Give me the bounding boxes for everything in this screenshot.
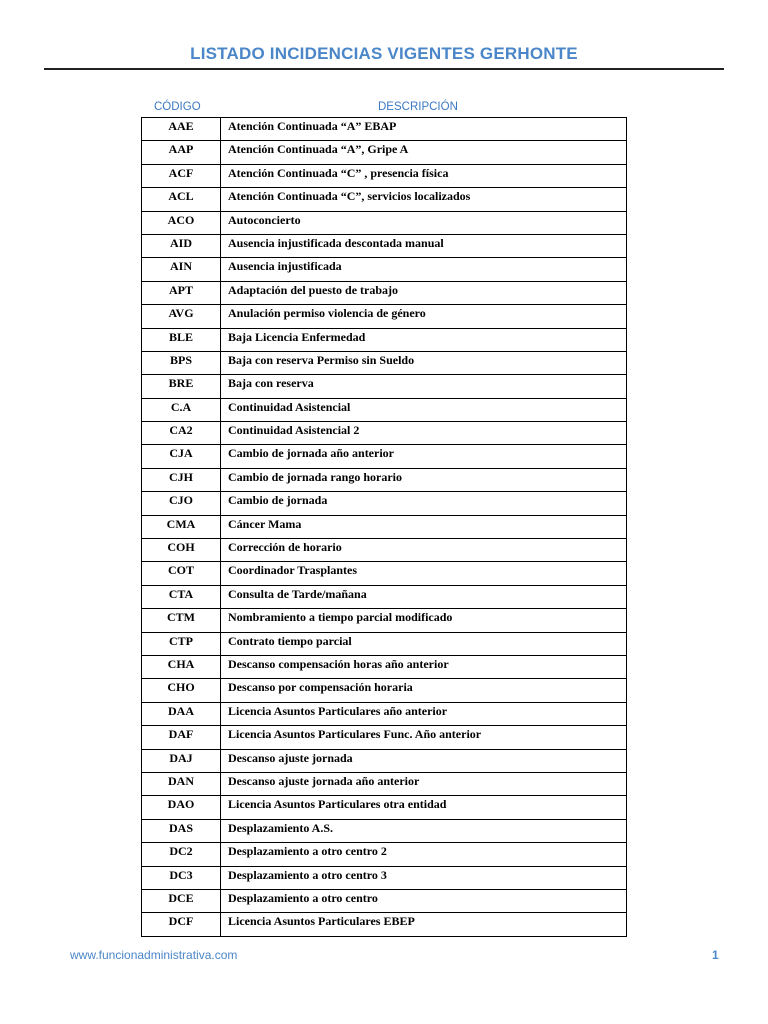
incidence-code: DC2 xyxy=(142,843,221,866)
table-row xyxy=(142,679,627,702)
table-row xyxy=(142,609,627,632)
table-row xyxy=(142,468,627,491)
incidence-code: AIN xyxy=(142,258,221,281)
table-row xyxy=(142,234,627,257)
incidence-code: COT xyxy=(142,562,221,585)
table-row xyxy=(142,422,627,445)
table-row xyxy=(142,375,627,398)
incidence-description: Desplazamiento a otro centro 2 xyxy=(221,843,627,866)
table-row xyxy=(142,585,627,608)
incidence-description: Contrato tiempo parcial xyxy=(221,632,627,655)
incidence-code: BPS xyxy=(142,351,221,374)
incidence-code: CTP xyxy=(142,632,221,655)
table-row xyxy=(142,702,627,725)
incidence-code: COH xyxy=(142,539,221,562)
table-row xyxy=(142,328,627,351)
table-row xyxy=(142,281,627,304)
title-divider xyxy=(44,68,724,70)
incidences-table xyxy=(141,117,627,937)
table-row xyxy=(142,749,627,772)
incidence-code: CTA xyxy=(142,585,221,608)
column-header-description: DESCRIPCIÓN xyxy=(378,101,458,113)
incidence-code: DAO xyxy=(142,796,221,819)
table-row xyxy=(142,772,627,795)
incidence-code: CA2 xyxy=(142,422,221,445)
incidence-code: DAN xyxy=(142,772,221,795)
incidence-code: ACL xyxy=(142,188,221,211)
incidence-description: Cambio de jornada xyxy=(221,492,627,515)
incidence-code: CJA xyxy=(142,445,221,468)
incidence-code: AVG xyxy=(142,305,221,328)
incidence-description: Corrección de horario xyxy=(221,539,627,562)
incidence-description: Atención Continuada “A”, Gripe A xyxy=(221,141,627,164)
incidence-description: Atención Continuada “C”, servicios localizados xyxy=(221,188,627,211)
incidence-description: Cambio de jornada rango horario xyxy=(221,468,627,491)
incidence-description: Adaptación del puesto de trabajo xyxy=(221,281,627,304)
table-row xyxy=(142,819,627,842)
table-row xyxy=(142,562,627,585)
incidence-description: Continuidad Asistencial xyxy=(221,398,627,421)
incidence-description: Licencia Asuntos Particulares año anterior xyxy=(221,702,627,725)
incidence-code: DAJ xyxy=(142,749,221,772)
incidence-description: Atención Continuada “C” , presencia física xyxy=(221,164,627,187)
incidence-code: AID xyxy=(142,234,221,257)
table-row xyxy=(142,398,627,421)
incidence-code: CJH xyxy=(142,468,221,491)
incidence-description: Nombramiento a tiempo parcial modificado xyxy=(221,609,627,632)
table-row xyxy=(142,796,627,819)
table-row xyxy=(142,305,627,328)
incidence-code: CTM xyxy=(142,609,221,632)
footer-website-link[interactable]: www.funcionadministrativa.com xyxy=(70,948,238,962)
incidence-description: Baja con reserva xyxy=(221,375,627,398)
incidence-description: Continuidad Asistencial 2 xyxy=(221,422,627,445)
incidence-description: Anulación permiso violencia de género xyxy=(221,305,627,328)
incidence-description: Ausencia injustificada descontada manual xyxy=(221,234,627,257)
incidence-description: Autoconcierto xyxy=(221,211,627,234)
incidence-description: Descanso ajuste jornada xyxy=(221,749,627,772)
table-row xyxy=(142,445,627,468)
incidence-code: C.A xyxy=(142,398,221,421)
incidence-code: ACO xyxy=(142,211,221,234)
incidence-code: DCE xyxy=(142,889,221,912)
incidence-description: Descanso ajuste jornada año anterior xyxy=(221,772,627,795)
incidence-code: BLE xyxy=(142,328,221,351)
incidence-code: DAA xyxy=(142,702,221,725)
incidence-description: Licencia Asuntos Particulares Func. Año anterior xyxy=(221,726,627,749)
incidence-description: Descanso por compensación horaria xyxy=(221,679,627,702)
incidence-description: Cambio de jornada año anterior xyxy=(221,445,627,468)
incidence-description: Baja con reserva Permiso sin Sueldo xyxy=(221,351,627,374)
column-header-code: CÓDIGO xyxy=(154,101,201,113)
table-row xyxy=(142,539,627,562)
table-row xyxy=(142,866,627,889)
incidence-description: Cáncer Mama xyxy=(221,515,627,538)
table-row xyxy=(142,726,627,749)
incidence-code: APT xyxy=(142,281,221,304)
incidence-description: Baja Licencia Enfermedad xyxy=(221,328,627,351)
incidence-code: ACF xyxy=(142,164,221,187)
table-row xyxy=(142,164,627,187)
incidence-description: Desplazamiento A.S. xyxy=(221,819,627,842)
incidence-description: Ausencia injustificada xyxy=(221,258,627,281)
incidence-description: Desplazamiento a otro centro 3 xyxy=(221,866,627,889)
incidence-code: BRE xyxy=(142,375,221,398)
table-row xyxy=(142,188,627,211)
incidence-code: AAP xyxy=(142,141,221,164)
incidence-code: DCF xyxy=(142,913,221,936)
table-row xyxy=(142,258,627,281)
table-row xyxy=(142,118,627,141)
incidence-code: DAS xyxy=(142,819,221,842)
incidence-description: Coordinador Trasplantes xyxy=(221,562,627,585)
incidence-description: Licencia Asuntos Particulares EBEP xyxy=(221,913,627,936)
incidence-description: Atención Continuada “A” EBAP xyxy=(221,118,627,141)
table-row xyxy=(142,843,627,866)
table-row xyxy=(142,141,627,164)
table-row xyxy=(142,211,627,234)
document-title: LISTADO INCIDENCIAS VIGENTES GERHONTE xyxy=(190,44,578,63)
table-row xyxy=(142,515,627,538)
table-row xyxy=(142,913,627,936)
incidence-code: DAF xyxy=(142,726,221,749)
incidence-code: DC3 xyxy=(142,866,221,889)
table-row xyxy=(142,492,627,515)
page-number: 1 xyxy=(712,948,719,962)
incidence-code: CJO xyxy=(142,492,221,515)
incidence-description: Desplazamiento a otro centro xyxy=(221,889,627,912)
table-row xyxy=(142,889,627,912)
incidence-code: CHO xyxy=(142,679,221,702)
incidence-code: CMA xyxy=(142,515,221,538)
table-row xyxy=(142,632,627,655)
incidence-description: Consulta de Tarde/mañana xyxy=(221,585,627,608)
incidence-description: Licencia Asuntos Particulares otra entidad xyxy=(221,796,627,819)
incidence-code: AAE xyxy=(142,118,221,141)
table-row xyxy=(142,655,627,678)
incidence-code: CHA xyxy=(142,655,221,678)
incidence-description: Descanso compensación horas año anterior xyxy=(221,655,627,678)
table-row xyxy=(142,351,627,374)
